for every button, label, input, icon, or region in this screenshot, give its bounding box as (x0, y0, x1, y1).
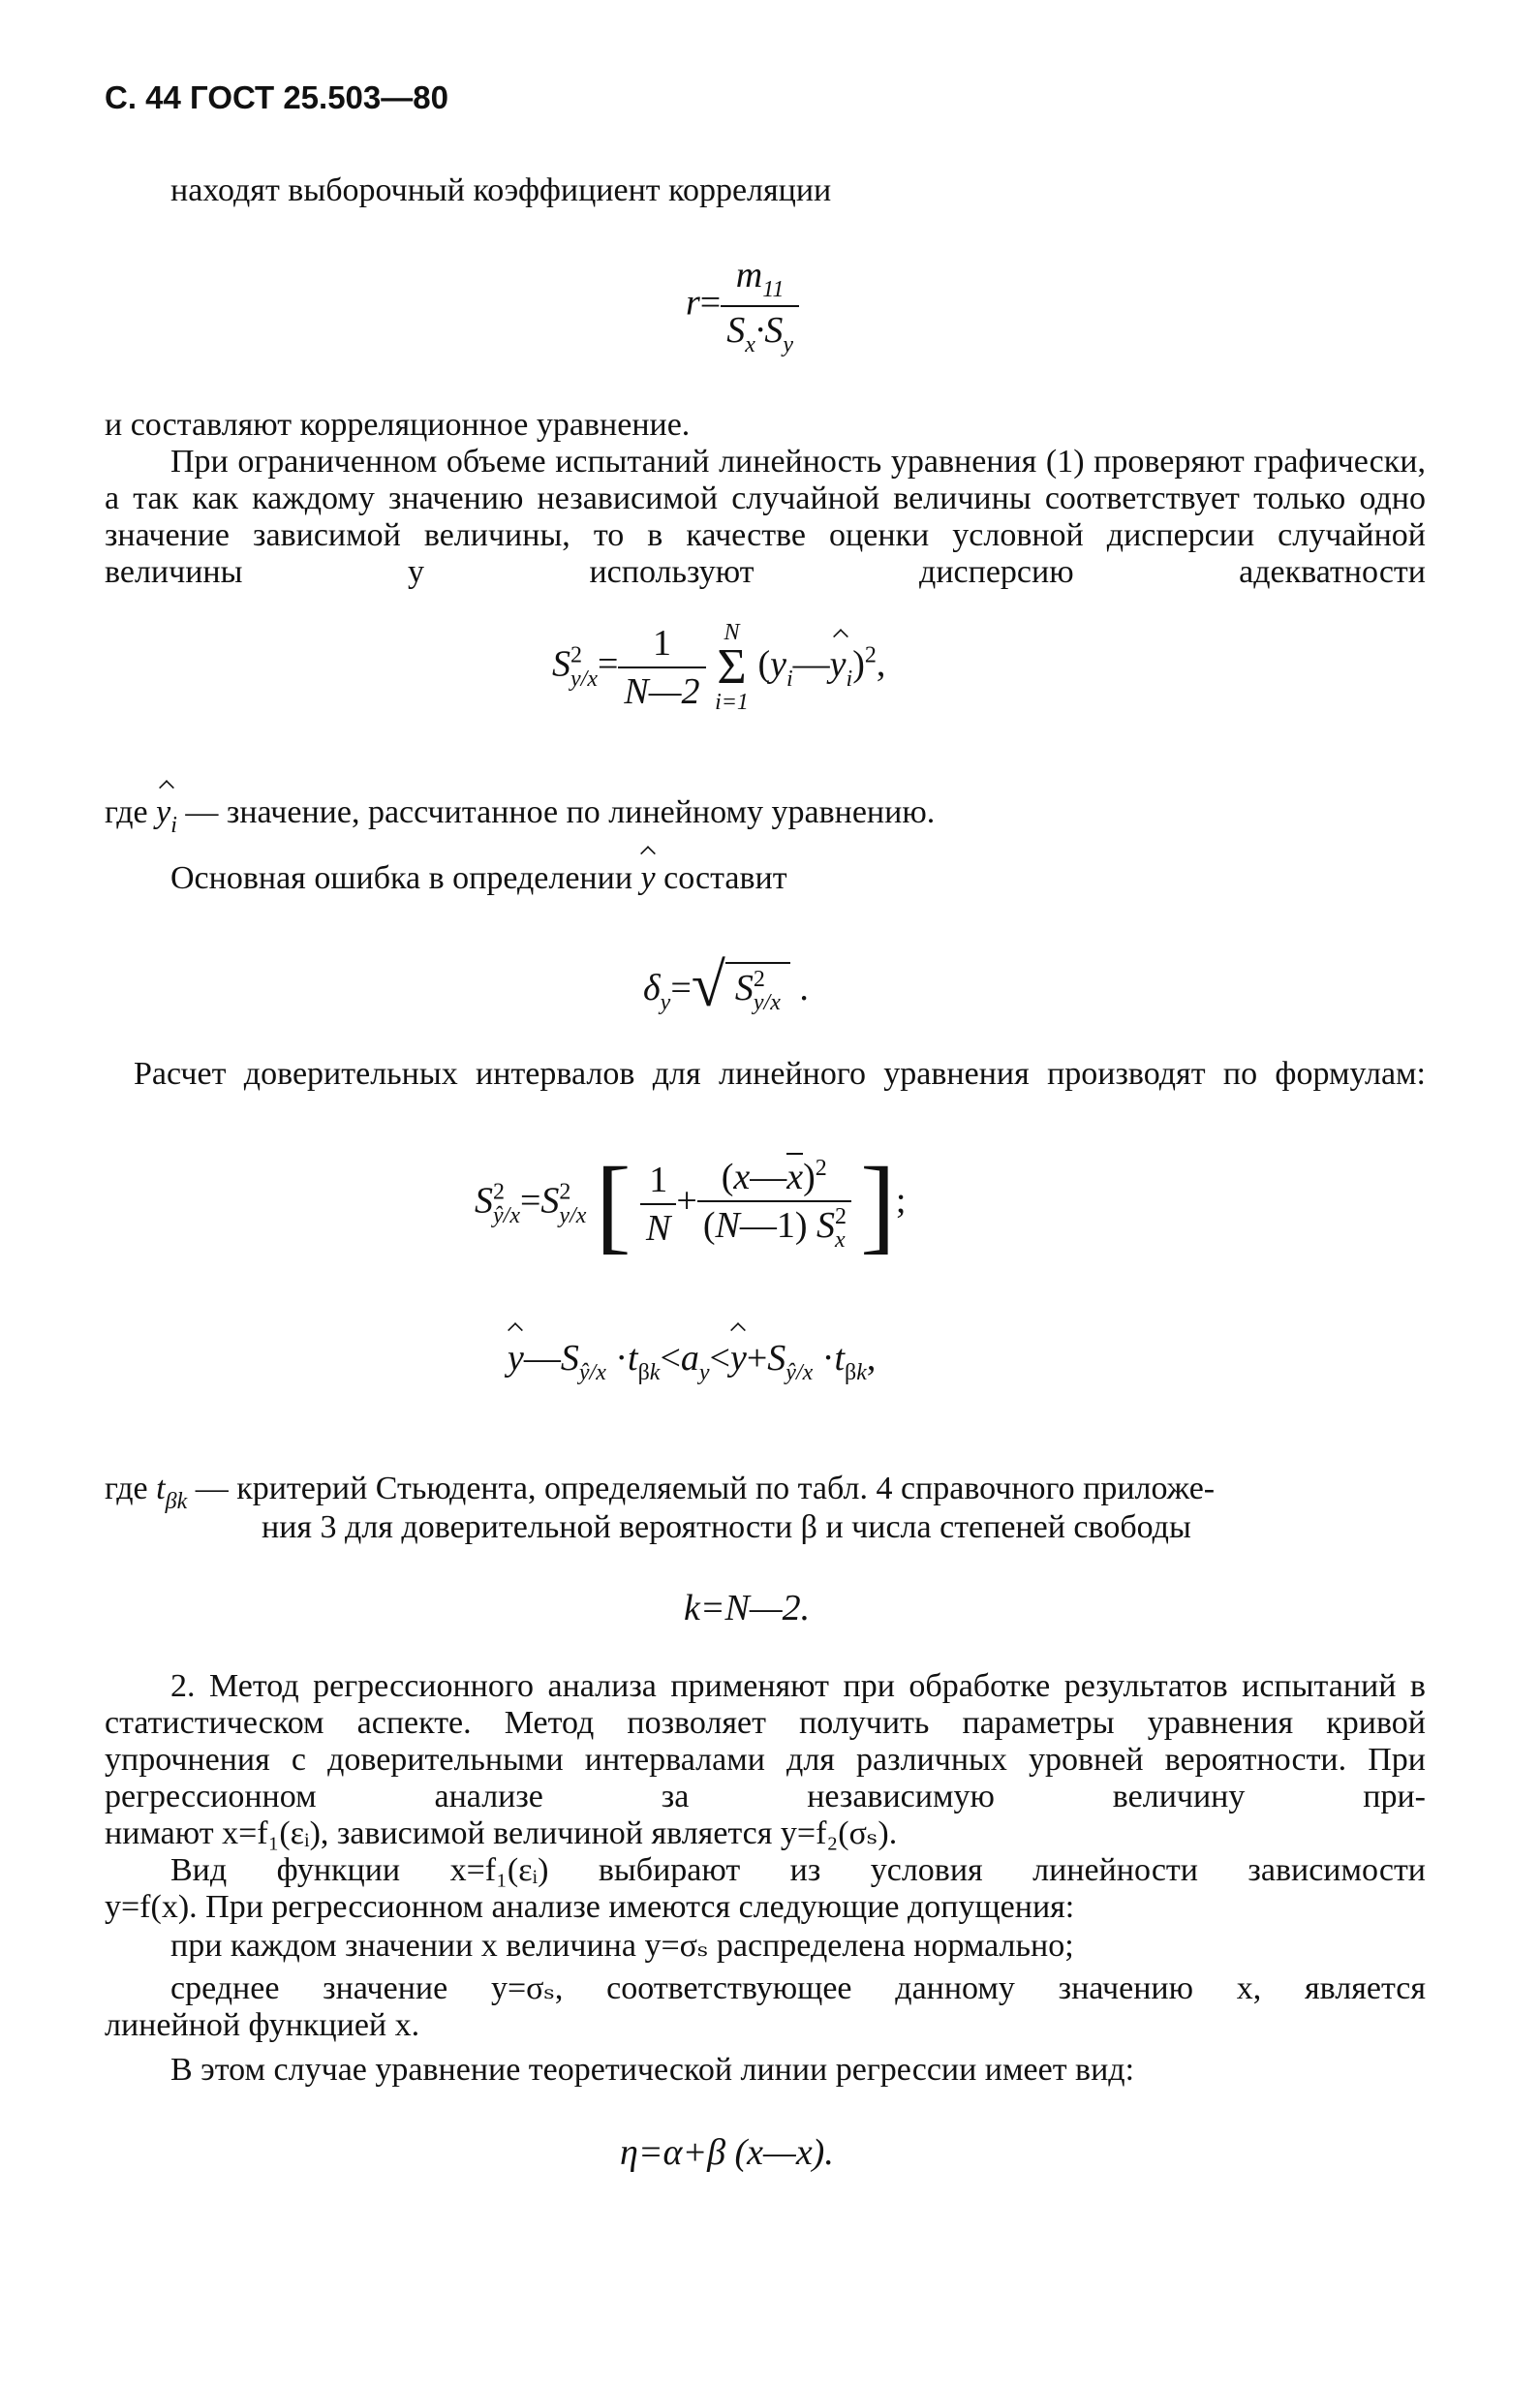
formula-regression-line: η=α+β (x—x). (620, 2132, 834, 2173)
paragraph-corr-intro: находят выборочный коэффициент корреляции (170, 172, 832, 208)
formula-conf-interval: $y—S_{ŷ/x} \cdot t_{\beta k}<a_y<y+S_{ŷ/x} \cdot t_{\beta k}$, (508, 1338, 877, 1385)
paragraph-confidence: Расчет доверительных интервалов для линейного уравнения производят по формулам: (134, 1056, 1426, 1092)
paragraph-limited-tests: При ограниченном объеме испытаний линейность уравнения (1) проверяют графически, а так как каждому значению независимой случайной величины соответствует только одно значение зависимой величины, то в качестве оценки условной дисперсии случайной величины y используют дисперсию адекватности (105, 444, 1426, 590)
paragraph-regression: 2. Метод регрессионного анализа применяют при обработке результатов испытаний в статистическом аспекте. Метод позволяет получить параметры уравнения кривой упрочнения с доверительными интервалами для различных уровней вероятности. При регрессионном анализе за независимую величину при- (105, 1668, 1426, 1814)
formula-main-error: $\delta_y=√$ $S^2_{y/x}$ . (643, 950, 809, 1019)
paragraph-corr-equation: и составляют корреляционное уравнение. (105, 407, 691, 443)
paragraph-theoretical: В этом случае уравнение теоретической линии регрессии имеет вид: (170, 2052, 1135, 2088)
formula-conf-variance: $S^2_{ŷ/x}=S^2_{y/x}$ [ $\frac{1}{N}$ + $\frac{(x—x)^2}{(N—1) S^2_x}$ ]; (475, 1145, 907, 1263)
t-beta-k-symbol: $t_{\beta k}$ (156, 1471, 188, 1514)
formula-adequacy-variance: $S^2_{y/x}=$ $\frac{1}{N—2}$ N Σ i=1 $(y_i—y_i)^2$, (552, 620, 886, 715)
paragraph-function-form: Вид функции x=f₁(εᵢ) выбирают из условия линейности зависимости (170, 1852, 1426, 1888)
paragraph-main-error: Основная ошибка в определении y составит (170, 860, 787, 896)
paragraph-assumption-2: среднее значение y=σₛ, соответствующее данному значению x, является (170, 1970, 1426, 2006)
formula-correlation: r= $\frac{m_{11}}{S_x\cdot S_y}$ (686, 254, 799, 358)
paragraph-assumption-1: при каждом значении x величина y=σₛ распределена нормально; (170, 1928, 1074, 1964)
formula-degrees-freedom: k=N—2. (684, 1588, 811, 1628)
paragraph-regression-end: нимают x=f₁(εᵢ), зависимой величиной является y=f₂(σₛ). (105, 1815, 898, 1851)
paragraph-assumption-2-end: линейной функцией x. (105, 2007, 420, 2043)
paragraph-student-cont: ния 3 для доверительной вероятности β и числа степеней свободы (262, 1509, 1191, 1545)
y-hat-symbol: $y_i$ (156, 794, 177, 844)
paragraph-function-form-end: y=f(x). При регрессионном анализе имеются следующие допущения: (105, 1889, 1075, 1925)
page-header: С. 44 ГОСТ 25.503—80 (105, 79, 448, 115)
paragraph-where-yi: где $y_i$ — значение, рассчитанное по линейному уравнению. (105, 794, 1364, 844)
paragraph-student: где $t_{\beta k}$ — критерий Стьюдента, определяемый по табл. 4 справочного приложе- (105, 1471, 1216, 1514)
